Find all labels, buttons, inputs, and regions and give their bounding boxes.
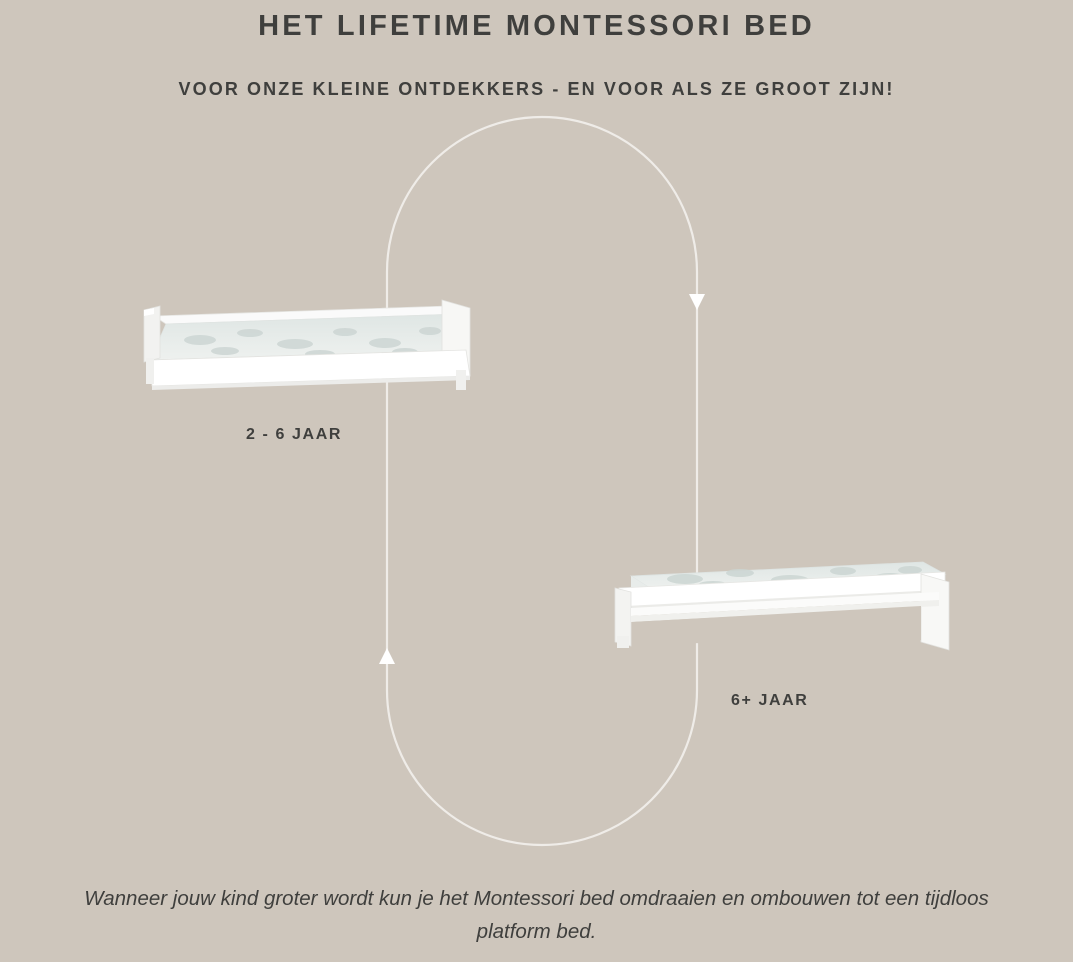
arrow-down-icon [689,294,705,310]
stage-label-older: 6+ JAAR [731,692,809,709]
caption [60,882,1013,948]
page-title: HET LIFETIME MONTESSORI BED [258,10,815,42]
stage-label-young: 2 - 6 JAAR [246,426,343,443]
platform-bed-illustration [605,548,960,663]
caption-line-1: Wanneer jouw kind groter wordt kun je het Montessori bed omdraaien en [84,887,745,910]
montessori-bed-illustration [130,288,480,398]
arrow-up-icon [379,648,395,664]
loop-path [387,117,697,845]
caption-line-2: ombouwen tot een tijdloos platform bed. [476,887,989,943]
page-subtitle: VOOR ONZE KLEINE ONTDEKKERS - EN VOOR ALS ZE GROOT ZIJN! [178,79,895,99]
